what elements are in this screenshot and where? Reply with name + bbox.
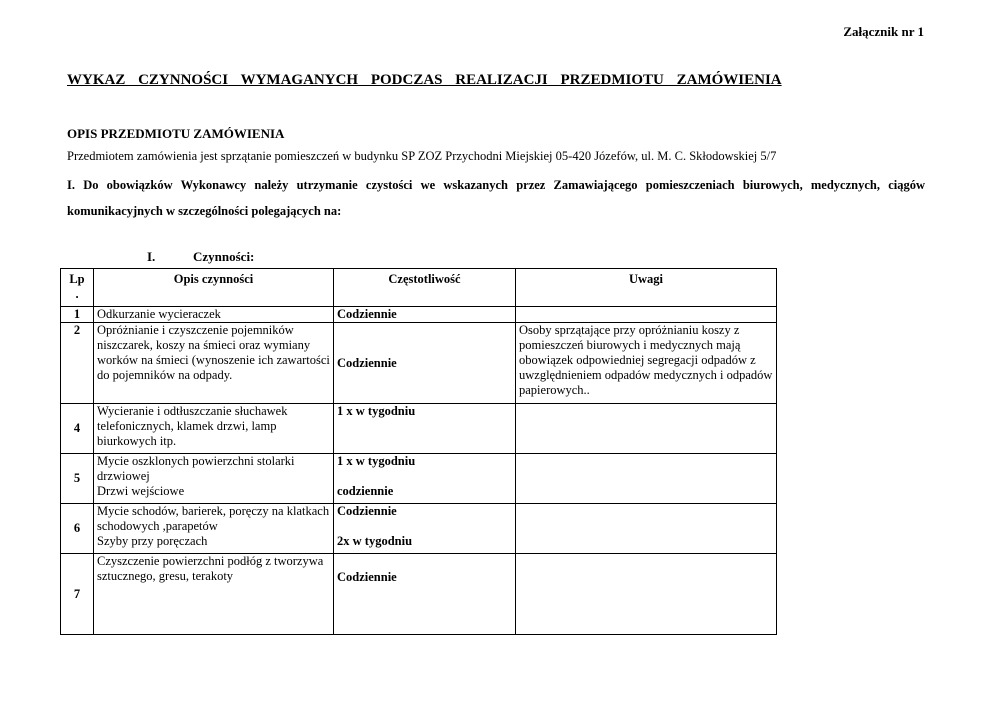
list-heading (147, 249, 254, 265)
table-row (61, 454, 777, 504)
row-frequency (334, 504, 516, 554)
table-row (61, 554, 777, 635)
row-frequency: Codziennie (334, 554, 516, 635)
row-description (94, 504, 334, 554)
row-frequency: Codziennie (334, 323, 516, 404)
row-frequency: Codziennie (334, 307, 516, 323)
row-lp: 7 (61, 554, 94, 635)
row-notes (516, 307, 777, 323)
document-title: WYKAZ CZYNNOŚCI WYMAGANYCH PODCZAS REALIZACJI PRZEDMIOTU ZAMÓWIENIA (67, 72, 782, 88)
tasks-table (60, 268, 777, 635)
header-frequency: Częstotliwość (334, 269, 516, 307)
row-lp: 4 (61, 404, 94, 454)
row-notes (516, 454, 777, 504)
table-row (61, 404, 777, 454)
row-description-extra: Szyby przy poręczach (97, 534, 208, 548)
row-frequency-main: Codziennie (337, 504, 397, 518)
row-frequency (334, 454, 516, 504)
section-heading: OPIS PRZEDMIOTU ZAMÓWIENIA (67, 126, 285, 141)
row-description-extra: Drzwi wejściowe (97, 484, 185, 498)
table-row (61, 307, 777, 323)
attachment-label: Załącznik nr 1 (843, 24, 924, 39)
row-frequency-main: 1 x w tygodniu (337, 454, 416, 468)
row-lp: 6 (61, 504, 94, 554)
header-notes: Uwagi (516, 269, 777, 307)
row-notes (516, 404, 777, 454)
header-lp: Lp . (61, 269, 94, 307)
row-description: Opróżnianie i czyszczenie pojemników niszczarek, koszy na śmieci oraz wymiany worków na śmieci (wynoszenie ich zawartości do pojemników na odpady. (94, 323, 334, 404)
row-frequency-extra: codziennie (337, 484, 394, 498)
table-header-row (61, 269, 777, 307)
list-heading-label: Czynności: (193, 249, 255, 264)
row-description: Wycieranie i odtłuszczanie słuchawek telefonicznych, klamek drzwi, lamp biurkowych itp. (94, 404, 334, 454)
row-description-main: Mycie oszklonych powierzchni stolarki drzwiowej (97, 454, 295, 483)
table-row (61, 504, 777, 554)
row-frequency: 1 x w tygodniu (334, 404, 516, 454)
subject-paragraph: Przedmiotem zamówienia jest sprzątanie pomieszczeń w budynku SP ZOZ Przychodni Miejskiej 05-420 Józefów, ul. M. C. Skłodowskiej 5/7 (67, 149, 777, 163)
row-lp: 2 (61, 323, 94, 404)
row-description: Czyszczenie powierzchni podłóg z tworzywa sztucznego, gresu, terakoty (94, 554, 334, 635)
row-description-main: Mycie schodów, barierek, poręczy na klatkach schodowych ,parapetów (97, 504, 330, 533)
header-description: Opis czynności (94, 269, 334, 307)
table-row (61, 323, 777, 404)
row-notes (516, 504, 777, 554)
row-notes (516, 554, 777, 635)
row-description: Odkurzanie wycieraczek (94, 307, 334, 323)
row-notes: Osoby sprzątające przy opróżnianiu koszy z pomieszczeń biurowych i medycznych mają obowiązek odpowiedniej segregacji odpadów z uwzględnieniem odpadów medycznych i odpadów papierowych.. (516, 323, 777, 404)
row-description (94, 454, 334, 504)
duties-paragraph: I. Do obowiązków Wykonawcy należy utrzymanie czystości we wskazanych przez Zamawiającego pomieszczeniach biurowych, medycznych, ciągów komunikacyjnych w szczególności polegających na: (67, 178, 925, 218)
row-lp: 1 (61, 307, 94, 323)
row-lp: 5 (61, 454, 94, 504)
list-heading-number: I. (147, 249, 156, 264)
row-frequency-extra: 2x w tygodniu (337, 534, 413, 548)
